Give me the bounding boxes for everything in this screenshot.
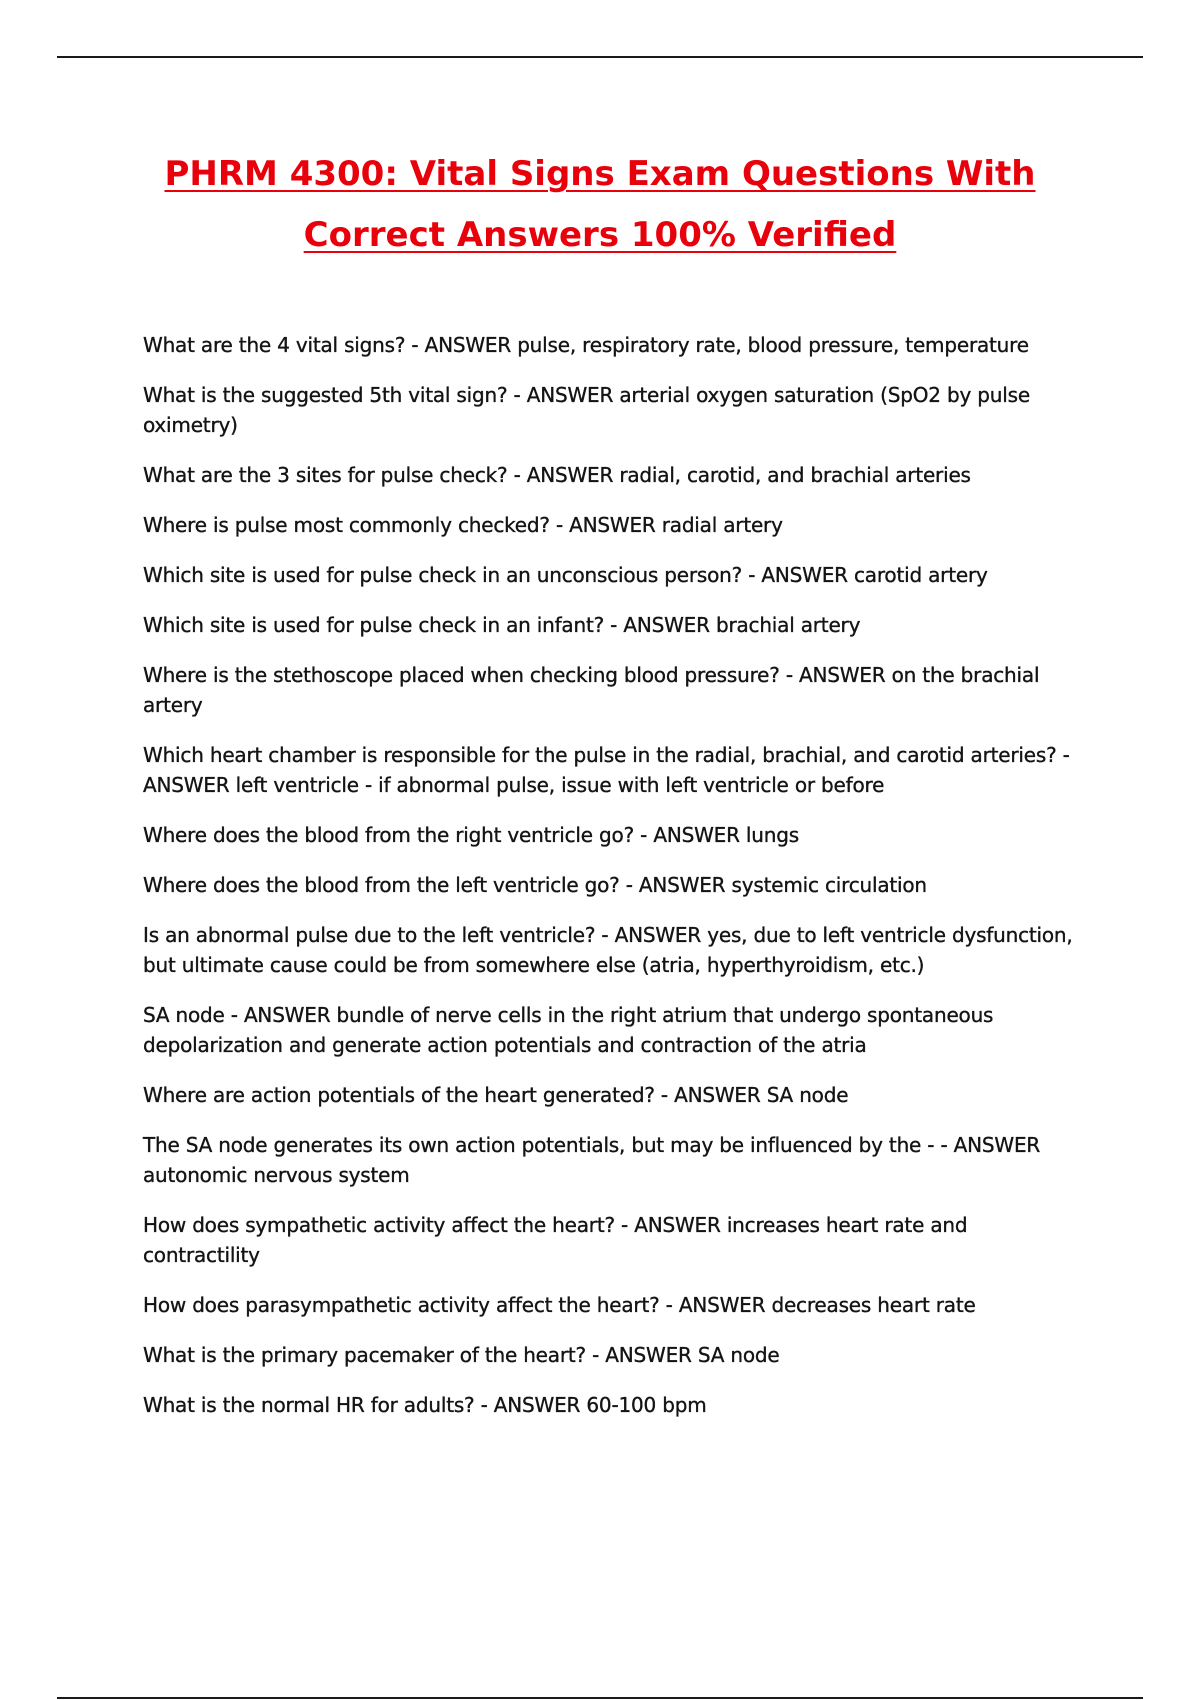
document-title bbox=[100, 144, 1100, 266]
qa-item: SA node - ANSWER bundle of nerve cells in the right atrium that undergo spontaneous depolarization and generate action potentials and contraction of the atria bbox=[143, 1003, 994, 1057]
qa-item: Which site is used for pulse check in an infant? - ANSWER brachial artery bbox=[143, 613, 861, 637]
title-line-2: Correct Answers 100% Verified bbox=[303, 215, 897, 255]
qa-item: Which site is used for pulse check in an unconscious person? - ANSWER carotid artery bbox=[143, 563, 988, 587]
qa-item: Where is pulse most commonly checked? - ANSWER radial artery bbox=[143, 513, 783, 537]
qa-item: The SA node generates its own action potentials, but may be influenced by the - - ANSWER autonomic nervous system bbox=[143, 1133, 1041, 1187]
qa-item: What is the primary pacemaker of the heart? - ANSWER SA node bbox=[143, 1343, 780, 1367]
qa-item: What are the 3 sites for pulse check? - ANSWER radial, carotid, and brachial arteries bbox=[143, 463, 971, 487]
qa-item: Which heart chamber is responsible for the pulse in the radial, brachial, and carotid arteries? - ANSWER left ventricle - if abnormal pulse, issue with left ventricle or before bbox=[143, 743, 1070, 797]
qa-item: Where does the blood from the right ventricle go? - ANSWER lungs bbox=[143, 823, 799, 847]
qa-item: How does sympathetic activity affect the heart? - ANSWER increases heart rate and contractility bbox=[143, 1213, 968, 1267]
qa-item: What are the 4 vital signs? - ANSWER pulse, respiratory rate, blood pressure, temperature bbox=[143, 333, 1029, 357]
qa-item: What is the normal HR for adults? - ANSWER 60-100 bpm bbox=[143, 1393, 707, 1417]
qa-item: How does parasympathetic activity affect the heart? - ANSWER decreases heart rate bbox=[143, 1293, 976, 1317]
title-line-1: PHRM 4300: Vital Signs Exam Questions With bbox=[164, 154, 1036, 194]
qa-item: Is an abnormal pulse due to the left ventricle? - ANSWER yes, due to left ventricle dysfunction, but ultimate cause could be from somewhere else (atria, hyperthyroidism, etc.) bbox=[143, 923, 1073, 977]
qa-item: Where does the blood from the left ventricle go? - ANSWER systemic circulation bbox=[143, 873, 927, 897]
bottom-horizontal-rule bbox=[57, 1697, 1143, 1699]
top-horizontal-rule bbox=[57, 56, 1143, 58]
qa-item: Where is the stethoscope placed when checking blood pressure? - ANSWER on the brachial artery bbox=[143, 663, 1040, 717]
qa-item: Where are action potentials of the heart generated? - ANSWER SA node bbox=[143, 1083, 849, 1107]
question-answer-list bbox=[143, 330, 1088, 1440]
qa-item: What is the suggested 5th vital sign? - ANSWER arterial oxygen saturation (SpO2 by pulse oximetry) bbox=[143, 383, 1030, 437]
